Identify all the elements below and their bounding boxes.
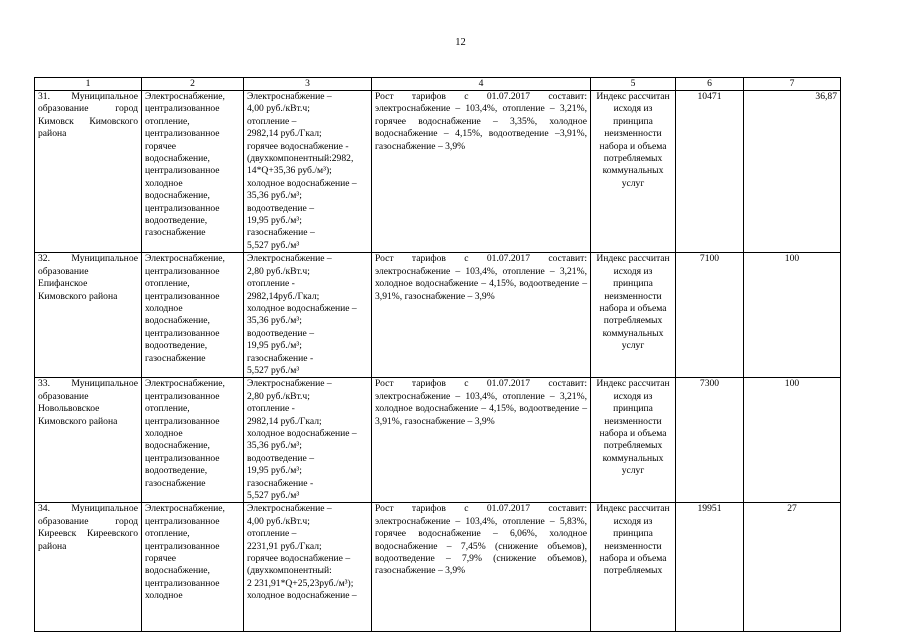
tariff-line: водоотведение – bbox=[247, 452, 314, 464]
header-cell: 4 bbox=[372, 78, 591, 91]
tariff-line: 5,527 руб./м³ bbox=[247, 490, 300, 501]
tariff-line: отопление – bbox=[247, 115, 297, 127]
tariff-line: отопление - bbox=[247, 403, 295, 415]
tariffs-cell bbox=[244, 253, 372, 378]
municipality-name: 32. Муниципальное образование Епифанское Кимовского района bbox=[35, 253, 142, 378]
tariffs-cell bbox=[244, 91, 372, 253]
tariff-line: холодное водоснабжение – bbox=[247, 427, 357, 439]
municipality-name: 34. Муниципальное образование город Киреевск Киреевского района bbox=[35, 503, 142, 632]
col6-value: 7100 bbox=[676, 253, 744, 378]
growth-text: Рост тарифов с 01.07.2017 составит: электроснабжение – 103,4%, отопление – 3,21%, холодное водоснабжение – 4,15%, водоотведение – 3,91%, газоснабжение – 3,9% bbox=[372, 378, 591, 503]
table-header-row bbox=[35, 78, 841, 91]
col7-value: 27 bbox=[744, 503, 841, 632]
table-row bbox=[35, 378, 841, 503]
tariff-line: 14*Q+35,36 руб./м³); bbox=[247, 165, 332, 177]
services-list: Электроснабжение, централизованное отопление, централизованное горячее водоснабжение, централизованное холодное водоснабжение, централизованное водоотведение, газоснабжение bbox=[142, 91, 244, 253]
tariff-line: 19,95 руб./м³; bbox=[247, 340, 302, 352]
tariff-line: Электроснабжение – bbox=[247, 91, 332, 102]
tariff-line: 35,36 руб./м³; bbox=[247, 190, 302, 202]
index-note: Индекс рассчитан исходя из принципа неизменности набора и объема потребляемых bbox=[591, 503, 676, 632]
tariff-line: холодное водоснабжение – bbox=[247, 177, 357, 189]
tariff-line: водоотведение – bbox=[247, 327, 314, 339]
index-note: Индекс рассчитан исходя из принципа неизменности набора и объема потребляемых коммунальных услуг bbox=[591, 378, 676, 503]
tariff-line: 2982,14 руб./Гкал; bbox=[247, 415, 322, 427]
header-cell: 2 bbox=[142, 78, 244, 91]
table-row bbox=[35, 91, 841, 253]
tariff-line: газоснабжение - bbox=[247, 477, 314, 489]
tariff-line: 19,95 руб./м³; bbox=[247, 215, 302, 227]
col6-value: 7300 bbox=[676, 378, 744, 503]
header-cell: 3 bbox=[244, 78, 372, 91]
tariff-line: Электроснабжение – bbox=[247, 378, 332, 390]
tariff-line: отопление - bbox=[247, 278, 295, 290]
table-row bbox=[35, 253, 841, 378]
growth-text: Рост тарифов с 01.07.2017 составит: электроснабжение – 103,4%, отопление – 3,21%, холодное водоснабжение – 4,15%, водоотведение – 3,91%, газоснабжение – 3,9% bbox=[372, 253, 591, 378]
header-cell: 1 bbox=[35, 78, 142, 91]
tariffs-cell bbox=[244, 378, 372, 503]
tariff-line: 2231,91 руб./Гкал; bbox=[247, 540, 322, 552]
tariff-line: 5,527 руб./м³ bbox=[247, 239, 300, 251]
tariff-line: 2982,14руб./Гкал; bbox=[247, 290, 320, 302]
tariff-line: 35,36 руб./м³; bbox=[247, 315, 302, 327]
col7-value: 100 bbox=[744, 378, 841, 503]
services-list: Электроснабжение, централизованное отопление, централизованное горячее водоснабжение, централизованное холодное bbox=[142, 503, 244, 632]
municipality-name: 31. Муниципальное образование город Кимовск Кимовского района bbox=[35, 91, 142, 253]
growth-text: Рост тарифов с 01.07.2017 составит: электроснабжение – 103,4%, отопление – 5,83%, горячее водоснабжение – 6,06%, холодное водоснабжение – 7,45% (снижение объемов), водоотведение – 7,9% (снижение объемов), газоснабжение – 3,9% bbox=[372, 503, 591, 632]
header-cell: 6 bbox=[676, 78, 744, 91]
tariff-line: 5,527 руб./м³ bbox=[247, 364, 300, 376]
col6-value: 19951 bbox=[676, 503, 744, 632]
tariffs-cell bbox=[244, 503, 372, 632]
col7-value: 36,87 bbox=[744, 91, 841, 253]
tariff-line: горячее водоснабжение - bbox=[247, 140, 349, 152]
tariff-line: холодное водоснабжение – bbox=[247, 302, 357, 314]
tariff-line: 2982,14 руб./Гкал; bbox=[247, 128, 322, 140]
tariff-line: 2,80 руб./кВт.ч; bbox=[247, 265, 310, 277]
tariff-line: 4,00 руб./кВт.ч; bbox=[247, 103, 310, 115]
services-list: Электроснабжение, централизованное отопление, централизованное холодное водоснабжение, централизованное водоотведение, газоснабжение bbox=[142, 378, 244, 503]
col7-value: 100 bbox=[744, 253, 841, 378]
tariff-line: 4,00 руб./кВт.ч; bbox=[247, 515, 310, 527]
table-row bbox=[35, 503, 841, 632]
tariff-line: Электроснабжение – bbox=[247, 503, 332, 515]
page-number: 12 bbox=[455, 37, 466, 48]
tariff-line: холодное водоснабжение – bbox=[247, 590, 357, 602]
tariff-line: 2,80 руб./кВт.ч; bbox=[247, 390, 310, 402]
tariff-line: газоснабжение - bbox=[247, 352, 314, 364]
tariff-line: 19,95 руб./м³; bbox=[247, 465, 302, 477]
header-cell: 5 bbox=[591, 78, 676, 91]
tariff-line: горячее водоснабжение – bbox=[247, 553, 351, 565]
growth-text: Рост тарифов с 01.07.2017 составит: электроснабжение – 103,4%, отопление – 3,21%, горячее водоснабжение – 3,35%, холодное водоснабжение – 4,15%, водоотведение –3,91%, газоснабжение – 3,9% bbox=[372, 91, 591, 253]
tariff-line: 2 231,91*Q+25,23руб./м³); bbox=[247, 577, 354, 589]
tariff-line: отопление – bbox=[247, 528, 297, 540]
index-note: Индекс рассчитан исходя из принципа неизменности набора и объема потребляемых коммунальных услуг bbox=[591, 253, 676, 378]
index-note: Индекс рассчитан исходя из принципа неизменности набора и объема потребляемых коммунальных услуг bbox=[591, 91, 676, 253]
tariff-line: 35,36 руб./м³; bbox=[247, 440, 302, 452]
col6-value: 10471 bbox=[676, 91, 744, 253]
tariff-line: (двухкомпонентный:2982, bbox=[247, 153, 354, 165]
tariff-table bbox=[34, 77, 841, 632]
tariff-line: (двухкомпонентный: bbox=[247, 565, 332, 577]
header-cell: 7 bbox=[744, 78, 841, 91]
tariff-line: Электроснабжение – bbox=[247, 253, 332, 265]
tariff-line: газоснабжение – bbox=[247, 227, 315, 239]
municipality-name: 33. Муниципальное образование Новольвовское Кимовского района bbox=[35, 378, 142, 503]
services-list: Электроснабжение, централизованное отопление, централизованное холодное водоснабжение, централизованное водоотведение, газоснабжение bbox=[142, 253, 244, 378]
tariff-line: водоотведение – bbox=[247, 202, 314, 214]
